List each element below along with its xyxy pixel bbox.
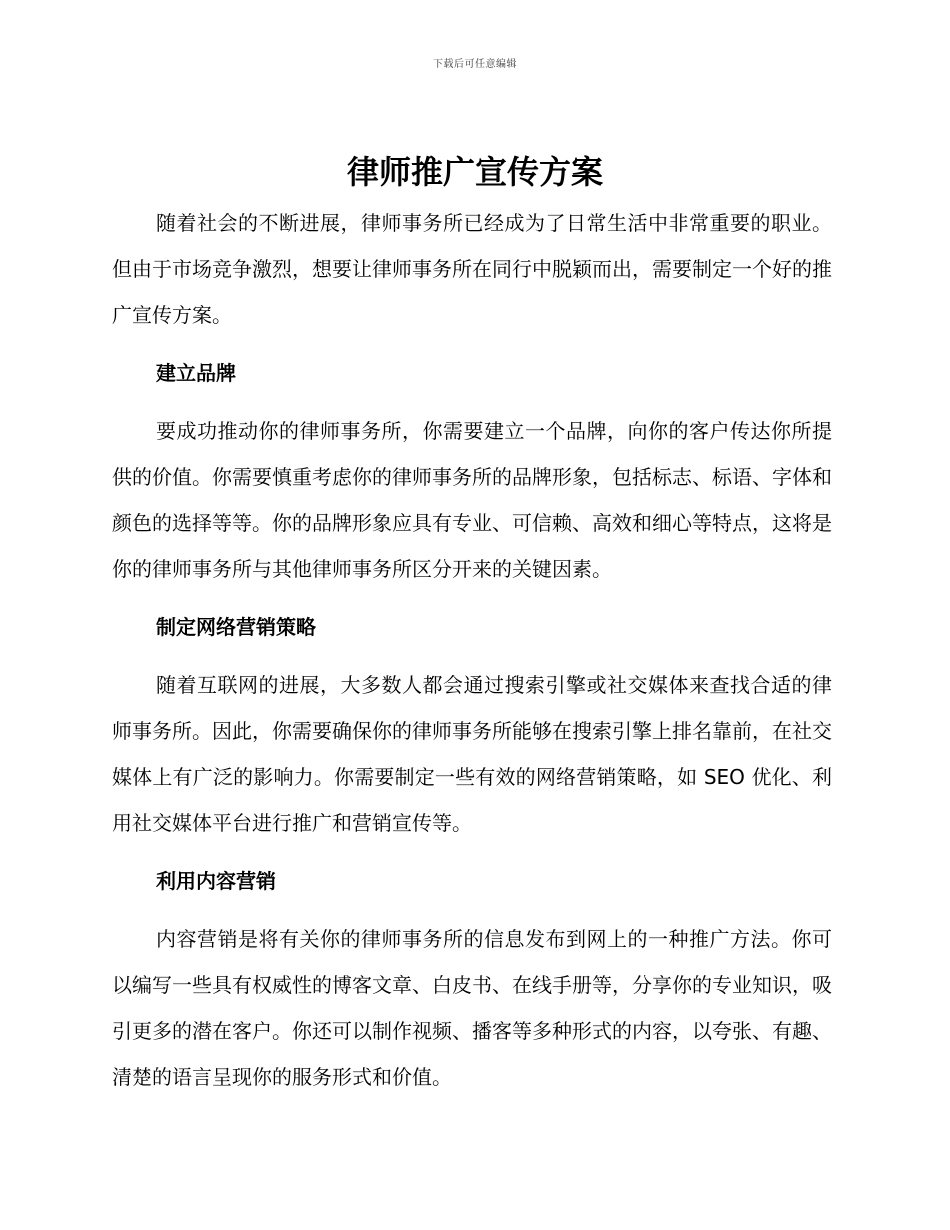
section-body-content-marketing: 内容营销是将有关你的律师事务所的信息发布到网上的一种推广方法。你可以编写一些具有权威性的博客文章、白皮书、在线手册等，分享你的专业知识，吸引更多的潜在客户。你还可以制作视频、播客等多种形式的内容，以夸张、有趣、清楚的语言呈现你的服务形式和价值。 [112, 927, 832, 1089]
intro-paragraph: 随着社会的不断进展，律师事务所已经成为了日常生活中非常重要的职业。但由于市场竞争激烈，想要让律师事务所在同行中脱颖而出，需要制定一个好的推广宣传方案。 [112, 211, 832, 327]
page-header-note: 下载后可任意编辑 [433, 59, 517, 70]
section-heading-online-marketing: 制定网络营销策略 [156, 615, 316, 639]
document-title: 律师推广宣传方案 [346, 153, 603, 191]
section-body-online-marketing: 随着互联网的进展，大多数人都会通过搜索引擎或社交媒体来查找合适的律师事务所。因此，你需要确保你的律师事务所能够在搜索引擎上排名靠前，在社交媒体上有广泛的影响力。你需要制定一些有效的网络营销策略，如 SEO 优化、利用社交媒体平台进行推广和营销宣传等。 [112, 673, 832, 835]
section-heading-brand: 建立品牌 [156, 361, 236, 385]
document-body [112, 200, 832, 1100]
section-heading-content-marketing: 利用内容营销 [156, 869, 276, 893]
section-body-brand: 要成功推动你的律师事务所，你需要建立一个品牌，向你的客户传达你所提供的价值。你需要慎重考虑你的律师事务所的品牌形象，包括标志、标语、字体和颜色的选择等等。你的品牌形象应具有专业、可信赖、高效和细心等特点，这将是你的律师事务所与其他律师事务所区分开来的关键因素。 [112, 419, 832, 581]
